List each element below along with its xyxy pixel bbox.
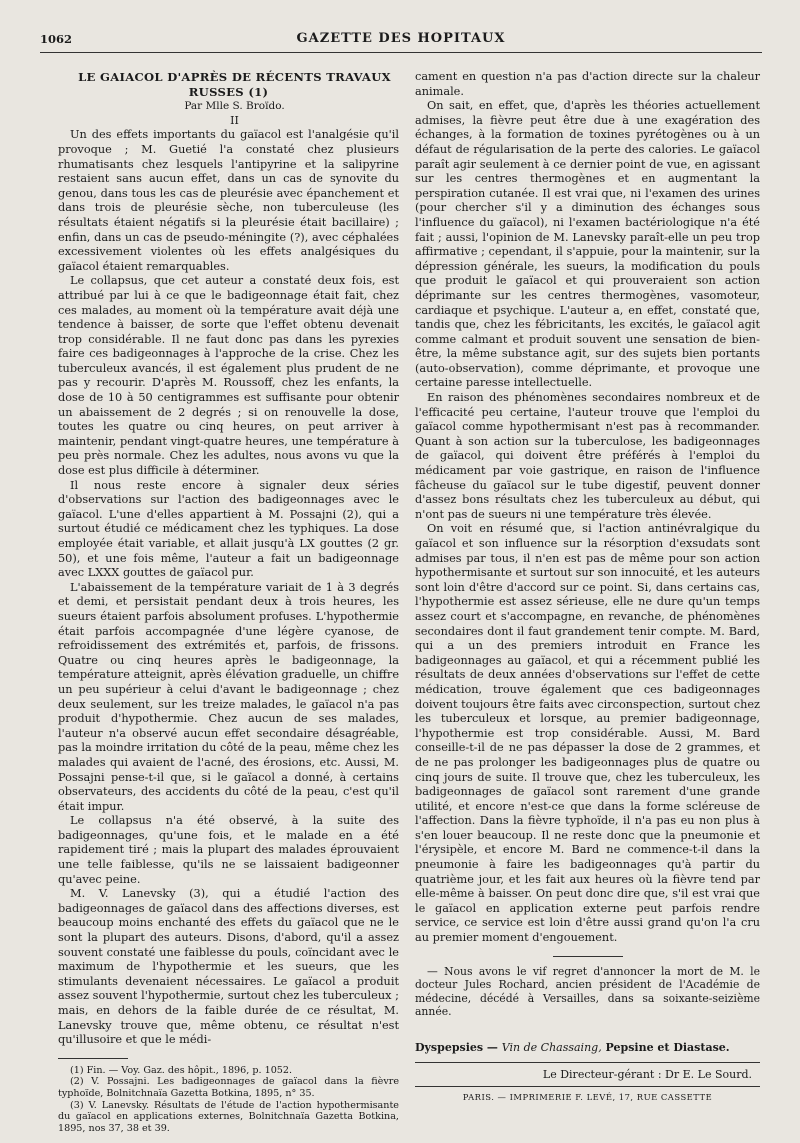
paragraph: Un des effets importants du gaïacol est l'analgésie qu'il provoque ; M. Guetié l'a constaté chez plusieurs rhumatisants chez lesquels l'antipyrine et la salipyrine restaient sans aucun effet, dans un cas de synovite du genou, dans tous les cas de pleurésie avec épanchement et dans trois de pleurésie sèche, non tuberculeuse (les résultats étaient négatifs si la pleurésie était bacillaire) ; enfin, dans un cas de pseudo-méningite (?), avec céphalées excessivement violentes où les effets analgésiques du gaïacol étaient remarquables. bbox=[58, 128, 399, 273]
paragraph: M. V. Lanevsky (3), qui a étudié l'action des badigeonnages de gaïacol dans des affections diverses, est beaucoup moins enchanté des effets du gaïacol que ne le sont la plupart des auteurs. Disons, d'abord, qu'il a assez souvent constaté une faiblesse du pouls, coïncidant avec le maximum de l'hypothermie et les sueurs, que les stimulants devenaient nécessaires. Le gaïacol a produit assez souvent l'hypothermie, surtout chez les tuberculeux ; mais, en dehors de la faible durée de ce résultat, M. Lanevsky trouve que, même obtenu, ce résultat n'est qu'illusoire et que le médi- bbox=[58, 887, 399, 1047]
paragraph: L'abaissement de la température variait de 1 à 3 degrés et demi, et persistait pendant deux à trois heures, les sueurs étaient parfois absolument profuses. L'hypothermie était parfois accompagnée d'une légère cyanose, de refroidissement des extrémités et, parfois, de frissons. Quatre ou cinq heures après le badigeonnage, la température atteignit, après élévation graduelle, un chiffre un peu supérieur à celui d'avant le badigeonnage ; chez deux seulement, sur les treize malades, le gaïacol n'a pas produit d'hypothermie. Chez aucun de ses malades, l'auteur n'a observé aucun effet secondaire désagréable, pas la moindre irritation du côté de la peau, même chez les malades qui avaient de l'acné, des érosions, etc. Aussi, M. Possajni pense-t-il que, si le gaïacol a donné, à certains observateurs, des accidents du côté de la peau, c'est qu'il était impur. bbox=[58, 580, 399, 813]
page-header bbox=[40, 30, 762, 53]
obituary-notice: — Nous avons le vif regret d'annoncer la mort de M. le docteur Jules Rochard, ancien président de l'Académie de médecine, décédé à Versailles, dans sa soixante-seizième année. bbox=[415, 964, 760, 1019]
article-author: Par Mlle S. Broïdo. bbox=[184, 100, 285, 113]
director-signature: Le Directeur-gérant : Dr E. Le Sourd. bbox=[542, 1067, 752, 1081]
advertisement bbox=[415, 1041, 760, 1056]
section-number: II bbox=[230, 113, 239, 127]
footer-divider bbox=[415, 1062, 760, 1063]
section-divider bbox=[553, 956, 623, 957]
footnote: (3) V. Lanevsky. Résultats de l'étude de l'action hypothermisante du gaïacol en applications externes, Bolnitchnaïa Gazetta Botkina, 1895, nos 37, 38 et 39. bbox=[58, 1099, 399, 1134]
journal-title: GAZETTE DES HOPITAUX bbox=[296, 31, 506, 46]
paragraph: cament en question n'a pas d'action directe sur la chaleur animale. bbox=[415, 70, 760, 98]
advert-product: Vin de Chassaing, bbox=[501, 1041, 602, 1054]
footnote-divider bbox=[58, 1058, 128, 1059]
paragraph: En raison des phénomènes secondaires nombreux et de l'efficacité peu certaine, l'auteur trouve que l'emploi du gaïacol comme hypothermisant n'est pas à recommander. Quant à son action sur la tuberculose, les badigeonnages de gaïacol, qui doivent être préférés à l'emploi du médicament par voie gastrique, en raison de l'influence fâcheuse du gaïacol sur le tube digestif, peuvent donner d'assez bons résultats chez les tuberculeux au début, qui n'ont pas de sueurs ni une température très élevée. bbox=[415, 391, 760, 521]
paragraph: On sait, en effet, que, d'après les théories actuellement admises, la fièvre peut être due à une exagération des échanges, à la formation de toxines pyrétogènes ou à un défaut de régularisation de la perte des calories. Le gaïacol paraît agir seulement à ce dernier point de vue, en agissant sur les centres thermogènes et en augmentant la perspiration cutanée. Il est vrai que, ni l'examen des urines (pour chercher s'il y a diminution des échanges sous l'influence du gaïacol), ni l'examen bactériologique n'a été fait ; aussi, l'opinion de M. Lanevsky paraît-elle un peu trop affirmative ; cependant, il s'appuie, pour la maintenir, sur la dépression générale, les sueurs, la modification du pouls que produit le gaïacol et qui prouveraient son action déprimante sur les centres thermogènes, vasomoteur, cardiaque et psychique. L'auteur a, en effet, constaté que, tandis que, chez les fébricitants, les excités, le gaïacol agit comme calmant et produit souvent une sensation de bien-être, la même substance agit, sur des sujets bien portants (auto-observation), comme déprimante, et provoque une certaine paresse intellectuelle. bbox=[415, 99, 760, 390]
paragraph: Il nous reste encore à signaler deux séries d'observations sur l'action des badigeonnages avec le gaïacol. L'une d'elles appartient à M. Possajni (2), qui a surtout étudié ce médicament chez les typhiques. La dose employée était variable, et allait jusqu'à LX gouttes (2 gr. 50), et une fois même, l'auteur a fait un badigeonnage avec LXXX gouttes de gaïacol pur. bbox=[58, 478, 399, 580]
paragraph: On voit en résumé que, si l'action antinévralgique du gaïacol et son influence sur la résorption d'exsudats sont admises par tous, il n'en est pas de même pour son action hypothermisante et surtout sur son innocuité, et les auteurs sont loin d'être d'accord sur ce point. Si, dans certains cas, l'hypothermie est assez sérieuse, elle ne dure qu'un temps assez court et s'accompagne, en revanche, de phénomènes secondaires dont il faut grandement tenir compte. M. Bard, qui a un des premiers introduit en France les badigeonnages au gaïacol, et qui a récemment publié les résultats de deux années d'observations sur l'effet de cette médication, trouve également que ces badigeonnages doivent toujours être faits avec circonspection, surtout chez les tuberculeux et lorsque, au premier badigeonnage, l'hypothermie est trop considérable. Aussi, M. Bard conseille-t-il de ne pas dépasser la dose de 2 grammes, et de ne pas prolonger les badigeonnages plus de quatre ou cinq jours de suite. Il trouve que, chez les tuberculeux, les badigeonnages de gaïacol sont rarement d'une grande utilité, et encore n'est-ce que dans la forme scléreuse de l'affection. Dans la fièvre typhoïde, il n'a pas eu non plus à s'en louer beaucoup. Il ne reste donc que la pneumonie et l'érysipèle, et encore M. Bard ne commence-t-il dans la pneumonie à faire les badigeonnages qu'à partir du quatrième jour, et les fait aux heures où la fièvre tend par elle-même à baisser. On peut donc dire que, s'il est vrai que le gaïacol en application externe peut parfois rendre service, ce service est loin d'être aussi grand qu'on l'a cru au premier moment d'engouement. bbox=[415, 522, 760, 945]
page-number: 1062 bbox=[40, 32, 73, 46]
printer-imprint: PARIS. — IMPRIMERIE F. LEVÉ, 17, RUE CASSETTE bbox=[415, 1086, 760, 1105]
advert-label: Dyspepsies — bbox=[415, 1041, 498, 1054]
footnote: (2) V. Possajni. Les badigeonnages de gaïacol dans la fièvre typhoïde, Bolnitchnaïa Gazetta Botkina, 1895, n° 35. bbox=[58, 1076, 399, 1099]
footnote: (1) Fin. — Voy. Gaz. des hôpit., 1896, p. 1052. bbox=[70, 1064, 293, 1076]
paragraph: Le collapsus, que cet auteur a constaté deux fois, est attribué par lui à ce que le badigeonnage était fait, chez ces malades, au moment où la température avait déjà une tendence à baisser, de sorte que l'effet obtenu devenait trop considérable. Il ne faut donc pas dans les pyrexies faire ces badigeonnages à l'approche de la crise. Chez les tuberculeux avancés, il est également plus prudent de ne pas y recourir. D'après M. Roussoff, chez les enfants, la dose de 10 à 50 centigrammes est suffisante pour obtenir un abaissement de 2 degrés ; si on renouvelle la dose, toutes les quatre ou cinq heures, on peut arriver à maintenir, pendant vingt-quatre heures, une température à peu près normale. Chez les adultes, nous avons vu que la dose est plus difficile à déterminer. bbox=[58, 274, 399, 478]
right-column bbox=[415, 70, 760, 1105]
advert-rest: Pepsine et Diastase. bbox=[605, 1041, 730, 1054]
article-title: LE GAIACOL D'APRÈS DE RÉCENTS TRAVAUX RUSSES (1) bbox=[78, 70, 391, 99]
left-column bbox=[58, 70, 399, 1134]
paragraph: Le collapsus n'a été observé, à la suite des badigeonnages, qu'une fois, et le malade en a été rapidement tiré ; mais la plupart des malades éprouvaient une telle faiblesse, qu'ils ne se laissaient badigeonner qu'avec peine. bbox=[58, 814, 399, 886]
